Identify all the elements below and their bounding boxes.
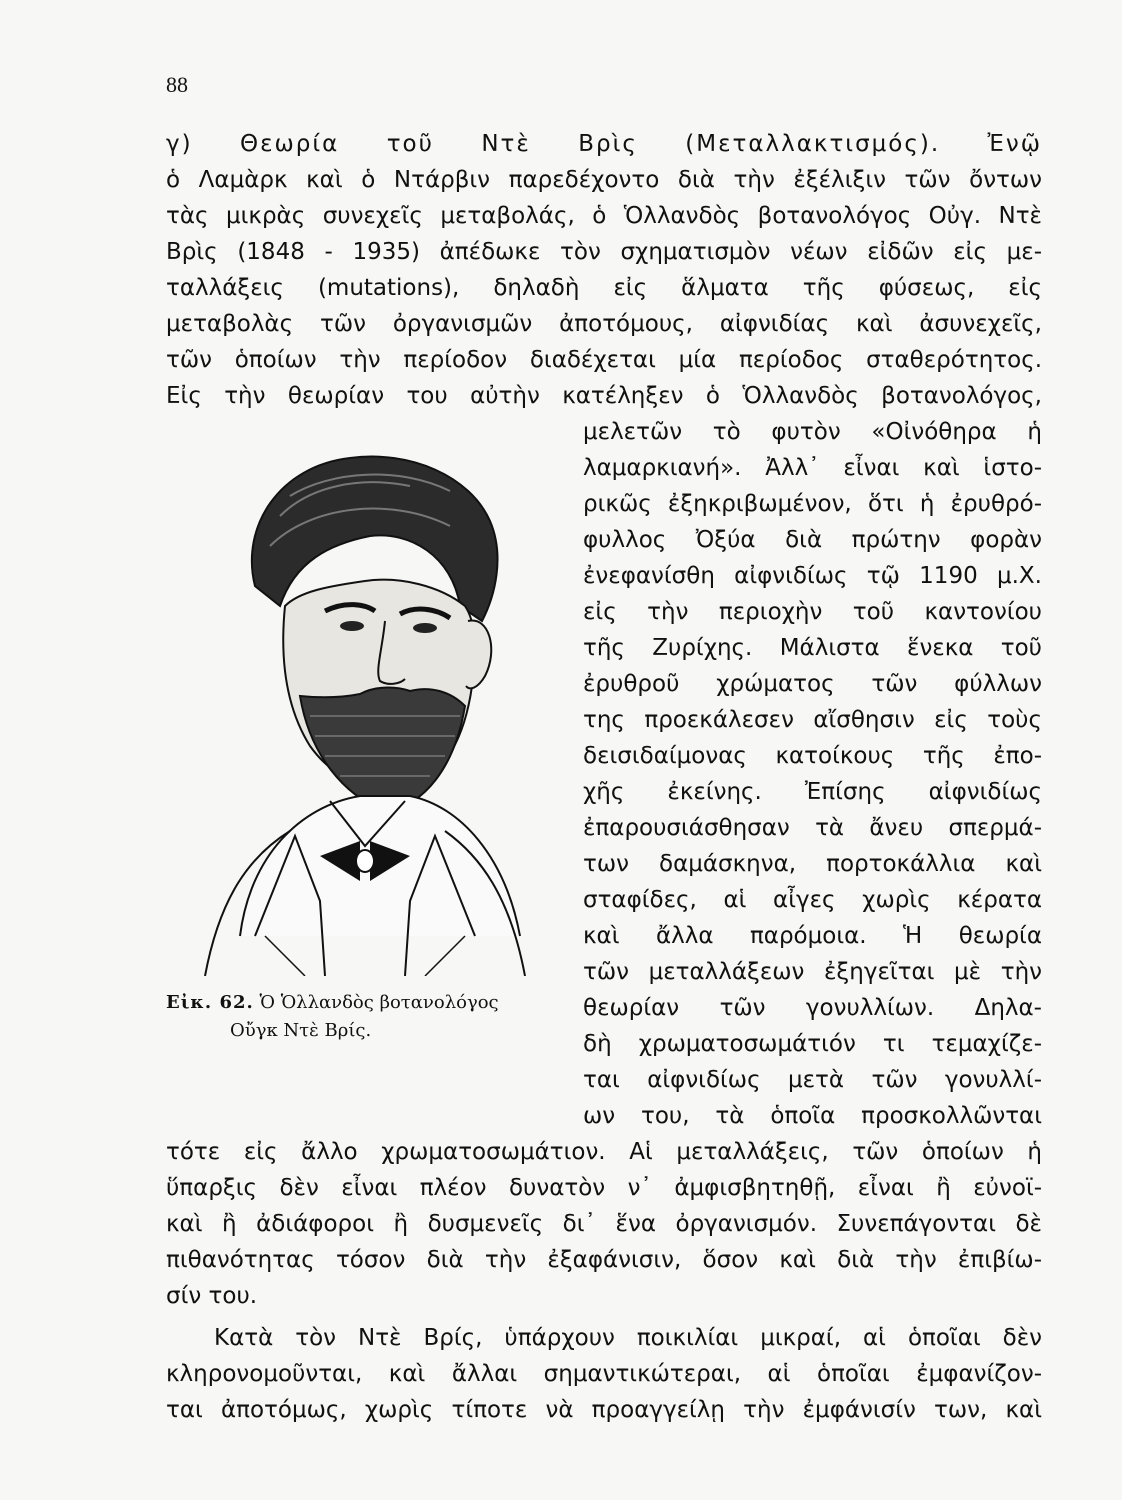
text-line: ὁ Λαμὰρκ καὶ ὁ Ντάρβιν παρεδέχοντο διὰ τὴν ἐξέλιξιν τῶν ὄντων [166,167,1042,193]
column-line: φυλλος Ὀξύα διὰ πρώτην φορὰν [583,527,1042,553]
text-line: ὕπαρξις δὲν εἶναι πλέον δυνατὸν ν᾽ ἀμφισβητηθῇ, εἶναι ἢ εὐνοϊ- [166,1175,1042,1201]
text-line: τῶν ὁποίων τὴν περίοδον διαδέχεται μία περίοδος σταθερότητος. [166,347,1042,373]
column-line: ἐρυθροῦ χρώματος τῶν φύλλων [583,671,1042,697]
column-line: ἐνεφανίσθη αἰφνιδίως τῷ 1190 μ.Χ. [583,563,1042,589]
column-line: λαμαρκιανή». Ἀλλ᾽ εἶναι καὶ ἱστο- [583,455,1042,481]
column-line: χῆς ἐκείνης. Ἐπίσης αἰφνιδίως [583,779,1042,805]
column-line: ται αἰφνιδίως μετὰ τῶν γονυλλί- [583,1067,1042,1093]
text-line: σίν του. [166,1283,258,1309]
column-line: εἰς τὴν περιοχὴν τοῦ καντονίου [583,599,1042,625]
column-line: τῆς Ζυρίχης. Μάλιστα ἕνεκα τοῦ [583,635,1042,661]
column-line: καὶ ἄλλα παρόμοια. Ἡ θεωρία [583,923,1042,949]
page-number: 88 [166,72,188,97]
column-line: δὴ χρωματοσωμάτιόν τι τεμαχίζε- [583,1031,1042,1057]
column-line: θεωρίαν τῶν γονυλλίων. Δηλα- [583,995,1042,1021]
text-line: Βρὶς (1848 - 1935) ἀπέδωκε τὸν σχηματισμὸν νέων εἰδῶν εἰς με- [166,239,1042,265]
text-line: πιθανότητας τόσον διὰ τὴν ἐξαφάνισιν, ὅσον καὶ διὰ τὴν ἐπιβίω- [166,1247,1042,1273]
text-line: γ) Θεωρία τοῦ Ντὲ Βρὶς (Μεταλλακτισμός). Ἐνῷ [166,131,1042,157]
text-line: Κατὰ τὸν Ντὲ Βρίς, ὑπάρχουν ποικιλίαι μικραί, αἱ ὁποῖαι δὲν [214,1325,1042,1351]
figure-label: Εἰκ. 62. [166,992,254,1013]
figure-caption-line2: Οὔγκ Ντὲ Βρίς. [230,1020,372,1041]
column-line: των δαμάσκηνα, πορτοκάλλια καὶ [583,851,1042,877]
column-line: της προεκάλεσεν αἴσθησιν εἰς τοὺς [583,707,1042,733]
column-line: μελετῶν τὸ φυτὸν «Οἰνόθηρα ἡ [583,419,1042,445]
figure-caption-line1: Ὁ Ὁλλανδὸς βοτανολόγος [259,992,499,1013]
portrait-illustration [160,436,568,976]
column-line: ρικῶς ἐξηκριβωμένον, ὅτι ἡ ἐρυθρό- [583,491,1042,517]
text-line: τότε εἰς ἄλλο χρωματοσωμάτιον. Αἱ μεταλλάξεις, τῶν ὁποίων ἡ [166,1139,1042,1165]
figure-caption [166,990,576,1016]
text-line: ταλλάξεις (mutations), δηλαδὴ εἰς ἅλματα τῆς φύσεως, εἰς [166,275,1042,301]
text-line: Εἰς τὴν θεωρίαν του αὐτὴν κατέληξεν ὁ Ὁλλανδὸς βοτανολόγος, [166,383,1042,409]
column-line: δεισιδαίμονας κατοίκους τῆς ἐπο- [583,743,1042,769]
column-line: σταφίδες, αἱ αἶγες χωρὶς κέρατα [583,887,1042,913]
text-line: κληρονομοῦνται, καὶ ἄλλαι σημαντικώτεραι, αἱ ὁποῖαι ἐμφανίζον- [166,1361,1042,1387]
text-line: ται ἀποτόμως, χωρὶς τίποτε νὰ προαγγείλῃ τὴν ἐμφάνισίν των, καὶ [166,1397,1042,1423]
column-line: ἐπαρουσιάσθησαν τὰ ἄνευ σπερμά- [583,815,1042,841]
column-line: ων του, τὰ ὁποῖα προσκολλῶνται [583,1103,1042,1129]
column-line: τῶν μεταλλάξεων ἐξηγεῖται μὲ τὴν [583,959,1042,985]
text-line: καὶ ἢ ἀδιάφοροι ἢ δυσμενεῖς δι᾽ ἕνα ὀργανισμόν. Συνεπάγονται δὲ [166,1211,1042,1237]
text-line: μεταβολὰς τῶν ὀργανισμῶν ἀποτόμους, αἰφνιδίας καὶ ἀσυνεχεῖς, [166,311,1042,337]
text-line: τὰς μικρὰς συνεχεῖς μεταβολάς, ὁ Ὁλλανδὸς βοτανολόγος Οὐγ. Ντὲ [166,203,1042,229]
